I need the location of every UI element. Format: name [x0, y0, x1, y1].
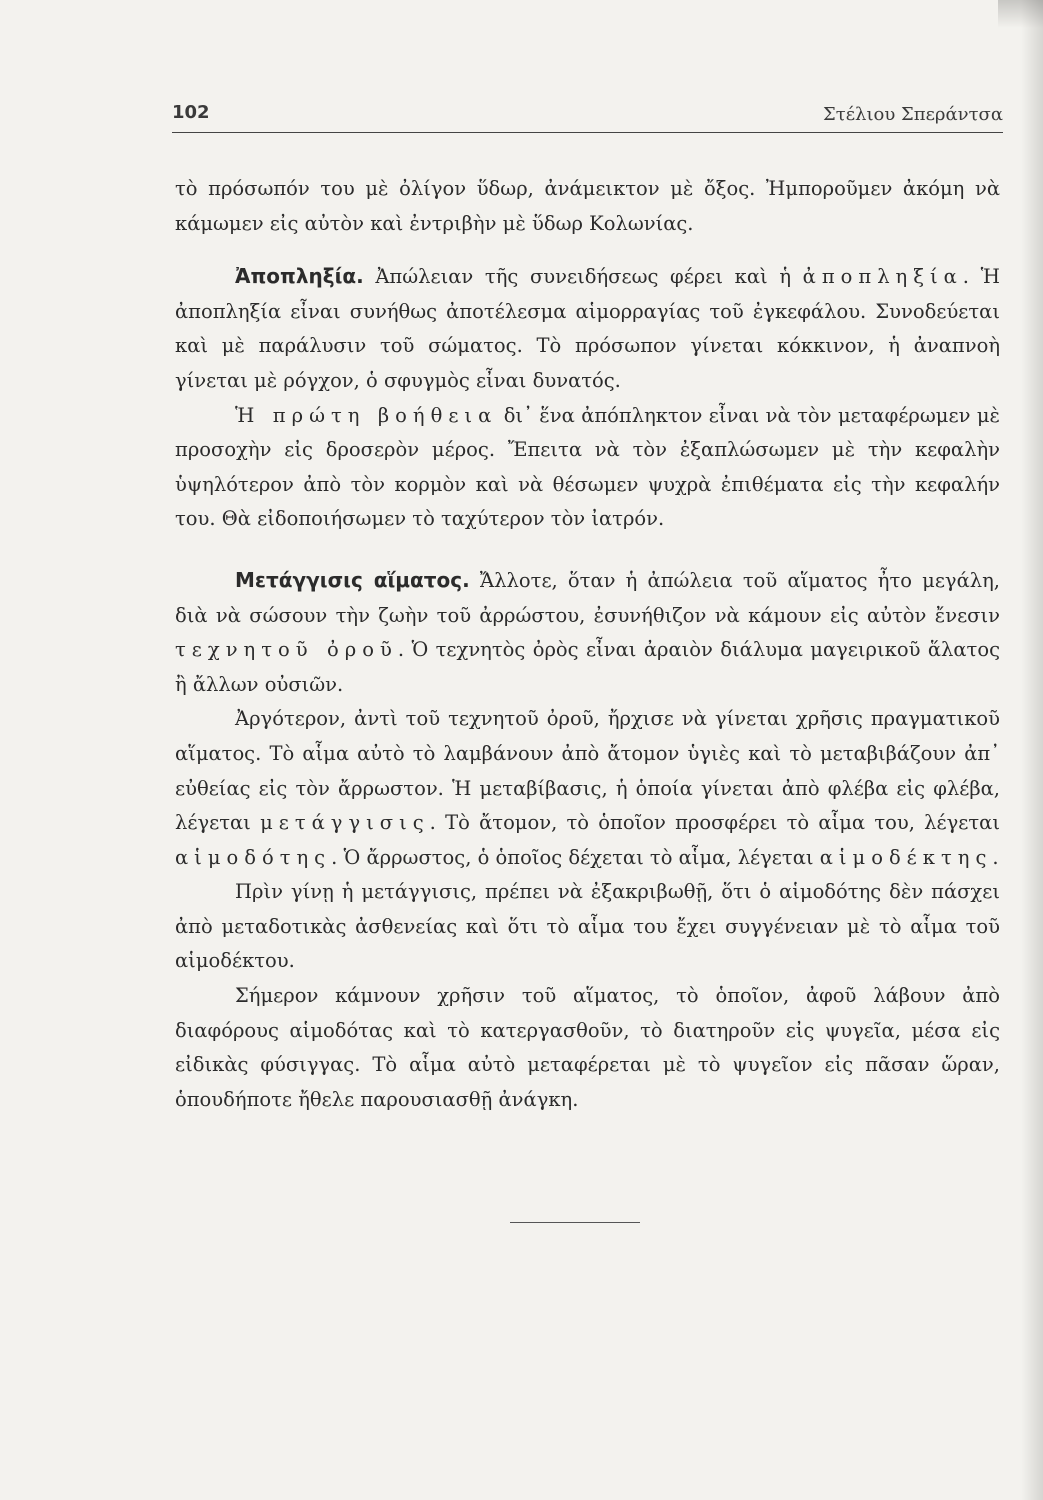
running-head: Στέλιου Σπεράντσα [823, 104, 1003, 125]
header-rule [172, 132, 1003, 133]
first-aid-text: δι᾿ ἕνα ἀπόπληκτον εἶναι νὰ τὸν μεταφέρωμεν μὲ προσοχὴν εἰς δροσερὸν μέρος. Ἔπειτα νὰ τὸν ἐξαπλώσωμεν μὲ τὴν κεφαλὴν ὑψηλότερον ἀπὸ τὸν κορμὸν καὶ νὰ θέσωμεν ψυχρὰ ἐπιθέματα εἰς τὴν κεφαλήν του. Θὰ εἰδοποιήσωμεν τὸ ταχύτερον τὸν ἰατρόν. [175, 403, 1001, 531]
term-first-aid: Ἡ πρώτη βοήθεια [235, 403, 498, 427]
end-rule [510, 1222, 640, 1223]
term-apoplexy: ἀποπληξία [802, 265, 963, 289]
apoplexy-text-1: Ἀπώλειαν τῆς συνειδήσεως φέρει καὶ ἡ [363, 265, 803, 289]
term-recipient: αἱμοδέκτης [819, 845, 993, 869]
page-header [172, 98, 1003, 132]
later-text-2: . Τὸ ἄτομον, τὸ ὁποῖον προσφέρει τὸ αἷμα του, λέγεται [429, 811, 1000, 835]
paragraph-continuation: τὸ πρόσωπόν του μὲ ὀλίγον ὕδωρ, ἀνάμεικτον μὲ ὄξος. Ἠμποροῦμεν ἀκόμη νὰ κάμωμεν εἰς αὐτὸν καὶ ἐντριβὴν μὲ ὕδωρ Κολωνίας. [175, 177, 1000, 235]
section-heading-apoplexy: Ἀποπληξία. [235, 264, 364, 289]
later-text-4: . [992, 845, 999, 869]
page-edge-shadow [1021, 0, 1043, 1500]
later-text-1: Ἀργότερον, ἀντὶ τοῦ τεχνητοῦ ὀροῦ, ἤρχισε νὰ γίνεται χρῆσις πραγματικοῦ αἵματος. Τὸ αἷμα αὐτὸ τὸ λαμβάνουν ἀπὸ ἄτομον ὑγιὲς καὶ τὸ μεταβιβάζουν ἀπ᾿ εὐθείας εἰς τὸν ἄρρωστον. Ἡ μεταβίβασις, ἡ ὁποία γίνεται ἀπὸ φλέβα εἰς φλέβα, λέγεται [175, 707, 1000, 835]
transfusion-text-2: . Ὁ τεχνητὸς ὀρὸς εἶναι ἀραιὸν διάλυμα μαγειρικοῦ ἅλατος ἢ ἄλλων οὐσιῶν. [175, 638, 1000, 696]
term-transfusion: μετάγγισις [260, 811, 430, 835]
term-artificial-serum: τεχνητοῦ ὀροῦ [175, 638, 398, 662]
page-number: 102 [172, 102, 210, 123]
transfusion-text-1: Ἄλλοτε, ὅταν ἡ ἀπώλεια τοῦ αἵματος ἦτο μεγάλη, διὰ νὰ σώσουν τὴν ζωὴν τοῦ ἀρρώστου, ἐσυνήθιζον νὰ κάμουν εἰς αὐτὸν ἔνεσιν [175, 568, 1000, 627]
apoplexy-text-2: . Ἡ ἀποπληξία εἶναι συνήθως ἀποτέλεσμα αἱμορραγίας τοῦ ἐγκεφάλου. Συνοδεύεται καὶ μὲ παράλυσιν τοῦ σώματος. Τὸ πρόσωπον γίνεται κόκκινον, ἡ ἀναπνοὴ γίνεται μὲ ρόγχον, ὁ σφυγμὸς εἶναι δυνατός. [175, 265, 1000, 392]
term-donor: αἱμοδότης [175, 845, 332, 869]
paragraph-later [175, 702, 1000, 875]
section-heading-transfusion: Μετάγγισις αἵματος. [235, 567, 470, 592]
paragraph-apoplexy [175, 259, 1000, 398]
paragraph-first-aid [175, 399, 1000, 537]
page-corner-shadow [998, 0, 1043, 28]
paragraph-transfusion [175, 563, 1000, 702]
later-text-3: . Ὁ ἄρρωστος, ὁ ὁποῖος δέχεται τὸ αἷμα, λέγεται [331, 845, 820, 869]
paragraph-today: Σήμερον κάμνουν χρῆσιν τοῦ αἵματος, τὸ ὁποῖον, ἀφοῦ λάβουν ἀπὸ διαφόρους αἱμοδότας καὶ τὸ κατεργασθοῦν, τὸ διατηροῦν εἰς ψυγεῖα, μέσα εἰς εἰδικὰς φύσιγγας. Τὸ αἷμα αὐτὸ μεταφέρεται μὲ τὸ ψυγεῖον εἰς πᾶσαν ὥραν, ὁπουδήποτε ἤθελε παρουσιασθῇ ἀνάγκη. [175, 984, 1000, 1111]
paragraph-before: Πρὶν γίνῃ ἡ μετάγγισις, πρέπει νὰ ἐξακριβωθῇ, ὅτι ὁ αἱμοδότης δὲν πάσχει ἀπὸ μεταδοτικὰς ἀσθενείας καὶ ὅτι τὸ αἷμα του ἔχει συγγένειαν μὲ τὸ αἷμα τοῦ αἱμοδέκτου. [175, 880, 1000, 973]
page-body [175, 172, 1000, 1117]
